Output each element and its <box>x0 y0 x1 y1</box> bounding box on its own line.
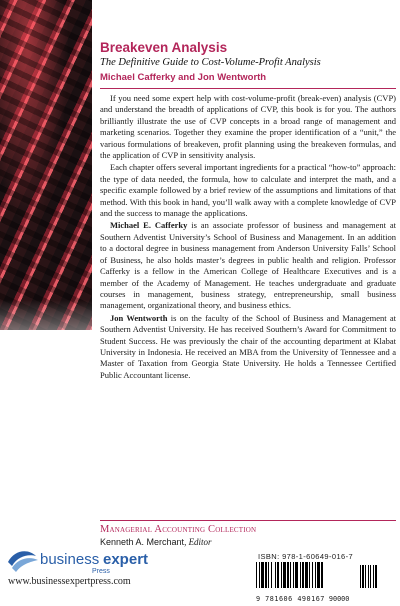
author-bio-2-text: is on the faculty of the School of Business and Management at Southern Adventist University. He has received Southern’s Award for Commitment to Student Success. He was previously the chair of the accounting department at Klabat University in Indonesia. He received an MBA from the University of Tennessee and a Master of Taxation from Georgia State University. He holds a Tennessee Certified Public Accountant license. <box>100 312 396 380</box>
author-bio-2 <box>100 313 396 381</box>
barcode-block <box>252 552 392 603</box>
description-paragraph-1: If you need some expert help with cost-volume-profit (break-even) analysis (CVP) and understand the breadth of applications of CVP, this book is for you. The authors brilliantly illustrate the use of CVP concepts in a broad range of management and marketing scenarios. Together they examine the proper identification of a “unit,” the various formulations of breakeven, profit planning using the breakeven formulas, and the application of CVP in sensitivity analysis. <box>100 93 396 161</box>
logo-text-press: Press <box>92 568 110 575</box>
collection-divider <box>100 520 396 521</box>
title-divider <box>100 88 396 89</box>
swoosh-logo-icon <box>8 551 38 572</box>
collection-editor: Kenneth A. Merchant, Editor <box>100 537 212 547</box>
book-subtitle: The Definitive Guide to Cost-Volume-Profit Analysis <box>100 57 321 68</box>
barcode-price-digits: 90000 <box>328 595 350 603</box>
book-title: Breakeven Analysis <box>100 40 228 55</box>
editor-name: Kenneth A. Merchant <box>100 537 185 547</box>
author-bio-1-text: is an associate professor of business and management at Southern Adventist University’s School of Business and Management. In an addition to a doctoral degree in business management from Anderson University Falls’ School of Business, he also holds master’s degrees in public health and religion. Professor Cafferky is a fellow in the American College of Healthcare Executives and is a member of the Academy of Management. He teaches undergraduate and graduate courses in management, business strategy, entrepreneurship, small business management, organizational theory, and business ethics. <box>100 220 396 311</box>
photo-fade <box>0 300 92 380</box>
publisher-url[interactable]: www.businessexpertpress.com <box>8 576 131 587</box>
editor-role: Editor <box>188 537 212 547</box>
barcode-digits: 9 781606 490167 <box>256 595 325 603</box>
collection-title: Managerial Accounting Collection <box>100 524 257 535</box>
publisher-logo <box>6 546 196 578</box>
collection-block <box>100 520 396 547</box>
logo-text-business: business <box>40 551 100 568</box>
back-cover-text <box>100 40 396 382</box>
author-bio-1 <box>100 220 396 311</box>
barcode-icon <box>252 562 392 588</box>
book-authors: Michael Cafferky and Jon Wentworth <box>100 72 267 83</box>
author-bio-1-name: Michael E. Cafferky <box>110 220 188 231</box>
logo-text-expert: expert <box>103 551 149 568</box>
description-paragraph-2: Each chapter offers several important ingredients for a practical “how-to” approach: the type of data needed, the formula, how to calculate and interpret the math, and a specific example followed by a brief review of the assumptions and limitations of that method. With this book in hand, you’ll walk away with a complete knowledge of CVP and the success to manage the applications. <box>100 162 396 219</box>
isbn-label: ISBN: 978-1-60649-016-7 <box>258 552 354 561</box>
cover-photo <box>0 0 92 330</box>
author-bio-2-name: Jon Wentworth <box>110 312 168 323</box>
